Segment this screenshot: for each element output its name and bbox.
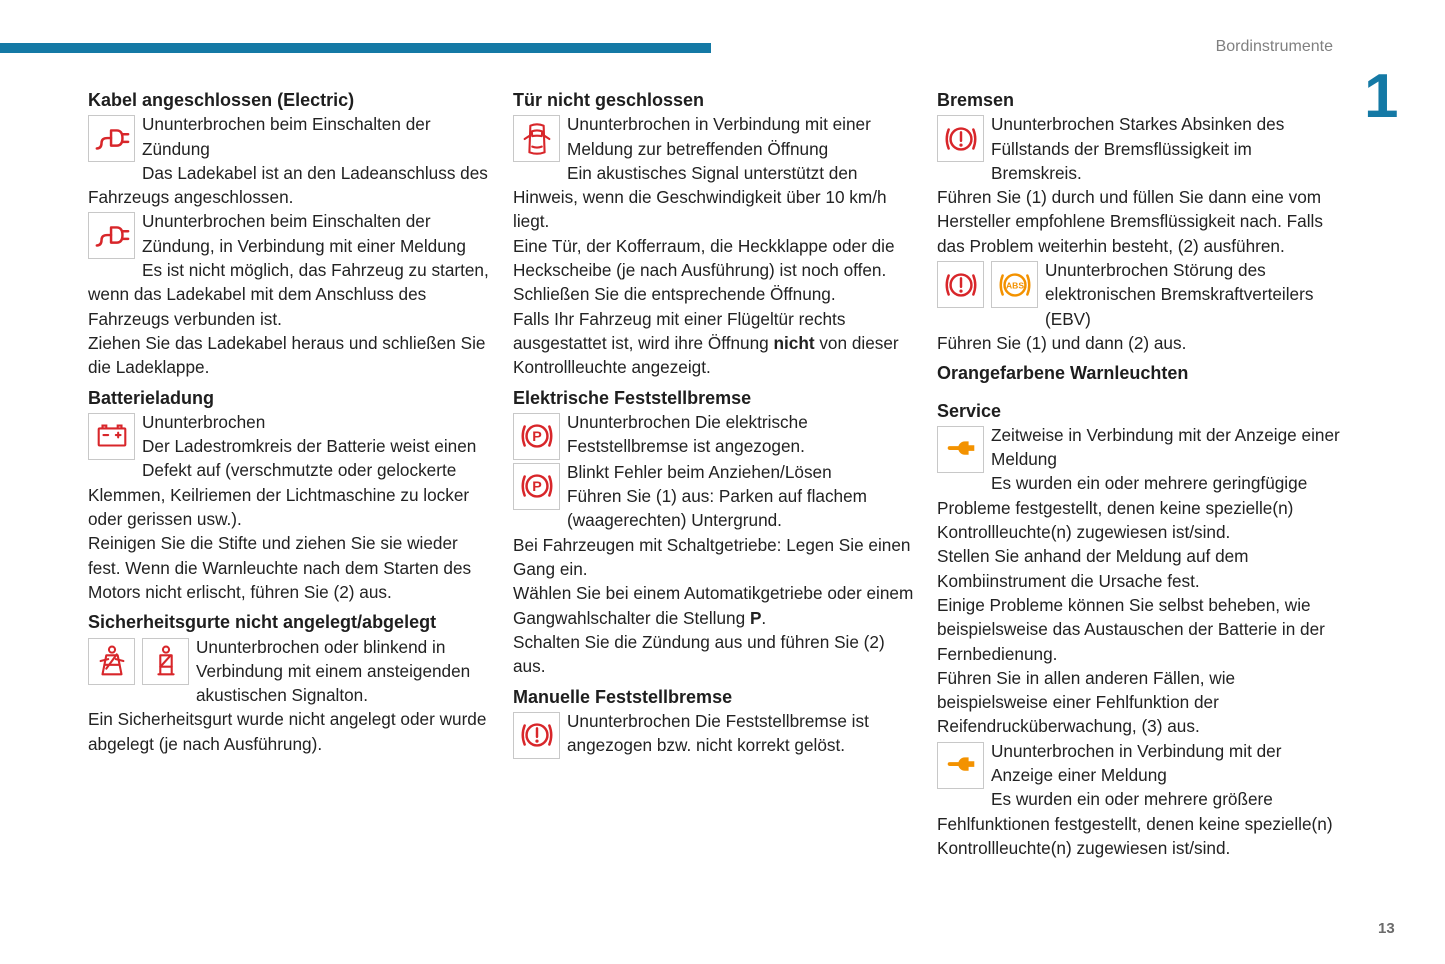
cable-entry-1 (88, 112, 493, 209)
brakes-entry-1 (937, 112, 1342, 258)
column-3 (937, 88, 1342, 860)
service-desc2: Stellen Sie anhand der Meldung auf dem Kombiinstrument die Ursache fest. (937, 546, 1249, 591)
belt-title: Sicherheitsgurte nicht angelegt/abgelegt (88, 612, 437, 633)
epb-desc2: Bei Fahrzeugen mit Schaltgetriebe: Legen Sie einen Gang ein. (513, 534, 911, 580)
belt-desc: Ein Sicherheitsgurt wurde nicht angelegt oder wurde abgelegt (je nach Ausführung). (88, 709, 487, 754)
battery-icon (88, 413, 135, 460)
charging-cable-icon (88, 212, 135, 259)
chapter-number: 1 (1364, 62, 1399, 131)
door-desc3: Schließen Sie die entsprechende Öffnung. (513, 284, 836, 305)
brakes-desc2: Führen Sie (1) und dann (2) aus. (937, 332, 1187, 353)
service-desc3: Einige Probleme können Sie selbst beheben, wie beispielsweise das Austauschen der Batterie in der Fernbedienung. (937, 594, 1325, 664)
battery-desc1: Der Ladestromkreis der Batterie weist einen Defekt auf (verschmutzte oder gelockerte Klemmen, Keilriemen der Lichtmaschine zu locker oder gerissen usw.). (88, 436, 477, 530)
column-2 (513, 88, 918, 759)
abs-icon (991, 261, 1038, 308)
wrench-icon (937, 742, 984, 789)
column-1 (88, 88, 493, 756)
cable-entry2-desc1: Es ist nicht möglich, das Fahrzeug zu starten, wenn das Ladekabel mit dem Anschluss des Fahrzeugs verbunden ist. (88, 260, 489, 329)
page-number: 13 (1378, 920, 1395, 937)
svg-text:P: P (531, 429, 542, 446)
door-open-car-icon (513, 115, 560, 162)
manual-brake-title: Manuelle Feststellbremse (513, 686, 733, 707)
svg-text:ABS: ABS (1005, 279, 1024, 290)
header-accent-bar (0, 43, 711, 53)
epb-desc1: Führen Sie (1) aus: Parken auf flachem (waagerechten) Untergrund. (567, 486, 867, 531)
svg-text:P: P (531, 479, 542, 496)
epb-desc3: Wählen Sie bei einem Automatikgetriebe oder einem Gangwahlschalter die Stellung P. (513, 583, 914, 628)
brake-warning-icon (937, 261, 984, 308)
seatbelt-rear-icon (142, 638, 189, 685)
battery-desc2: Reinigen Sie die Stifte und ziehen Sie sie wieder fest. Wenn die Warnleuchte nach dem Starten des Motors nicht erlischt, führen Sie (2) aus. (88, 533, 472, 602)
epb-text2: Blinkt Fehler beim Anziehen/Lösen (567, 461, 832, 482)
belt-entry (88, 635, 493, 756)
service-desc4: Führen Sie in allen anderen Fällen, wie beispielsweise einer Fehlfunktion der Reifendrucküberwachung, (3) aus. (937, 667, 1236, 737)
service-title: Service (937, 400, 1002, 421)
epb-text1: Ununterbrochen Die elektrische Feststellbremse ist angezogen. (567, 411, 808, 457)
brake-warning-icon (937, 115, 984, 162)
belt-text: Ununterbrochen oder blinkend in Verbindung mit einem ansteigenden akustischen Signalton. (196, 636, 471, 706)
cable-entry2-text: Ununterbrochen beim Einschalten der Zündung, in Verbindung mit einer Meldung (142, 211, 466, 256)
brakes-desc1: Führen Sie (1) durch und füllen Sie dann eine vom Hersteller empfohlene Bremsflüssigkeit nach. Falls das Problem weiterhin besteht, (2) ausführen. (937, 187, 1323, 256)
manual-brake-entry (513, 709, 918, 759)
seatbelt-icon (88, 638, 135, 685)
service-entry-1 (937, 423, 1342, 739)
service-text2: Ununterbrochen in Verbindung mit der Anzeige einer Meldung (991, 740, 1282, 786)
cable-entry1-desc: Das Ladekabel ist an den Ladeanschluss des Fahrzeugs angeschlossen. (88, 162, 488, 208)
parking-brake-icon (513, 463, 560, 510)
wrench-icon (937, 426, 984, 473)
service-text1: Zeitweise in Verbindung mit der Anzeige einer Meldung (991, 424, 1340, 470)
manual-brake-text: Ununterbrochen Die Feststellbremse ist angezogen bzw. nicht korrekt gelöst. (567, 710, 869, 756)
battery-text: Ununterbrochen (142, 411, 266, 432)
door-desc1: Ein akustisches Signal unterstützt den Hinweis, wenn die Geschwindigkeit über 10 km/h liegt. (513, 162, 887, 232)
door-text: Ununterbrochen in Verbindung mit einer Meldung zur betreffenden Öffnung (567, 114, 871, 159)
orange-warning-title: Orangefarbene Warnleuchten (937, 363, 1189, 384)
battery-entry (88, 410, 493, 604)
cable-title: Kabel angeschlossen (Electric) (88, 90, 355, 110)
epb-entry-2 (513, 460, 918, 679)
door-title: Tür nicht geschlossen (513, 90, 705, 110)
section-title: Bordinstrumente (1215, 38, 1333, 55)
door-desc4: Falls Ihr Fahrzeug mit einer Flügeltür rechts ausgestattet ist, wird ihre Öffnung nicht von dieser Kontrollleuchte angezeigt. (513, 308, 899, 378)
battery-title: Batterieladung (88, 387, 215, 408)
charging-cable-icon (88, 115, 135, 162)
parking-brake-icon (513, 413, 560, 460)
door-desc2: Eine Tür, der Kofferraum, die Heckklappe oder die Heckscheibe (je nach Ausführung) ist noch offen. (513, 235, 895, 281)
epb-desc4: Schalten Sie die Zündung aus und führen Sie (2) aus. (513, 631, 885, 677)
brake-warning-icon (513, 712, 560, 759)
brakes-entry-2 (937, 258, 1342, 355)
brakes-text1: Ununterbrochen Starkes Absinken des Füllstands der Bremsflüssigkeit im Bremskreis. (991, 114, 1285, 183)
cable-entry-2 (88, 209, 493, 379)
brakes-text2: Ununterbrochen Störung des elektronischen Bremskraftverteilers (EBV) (1045, 260, 1314, 329)
brakes-title: Bremsen (937, 90, 1015, 110)
cable-entry1-text: Ununterbrochen beim Einschalten der Zündung (142, 114, 431, 159)
cable-entry2-desc2: Ziehen Sie das Ladekabel heraus und schließen Sie die Ladeklappe. (88, 332, 486, 378)
service-entry-2 (937, 739, 1342, 860)
service-desc5: Es wurden ein oder mehrere größere Fehlfunktionen festgestellt, denen keine spezielle(n) Kontrollleuchte(n) zugewiesen ist/sind. (937, 789, 1333, 858)
door-entry (513, 112, 918, 379)
epb-entry-1 (513, 410, 918, 460)
epb-title: Elektrische Feststellbremse (513, 387, 752, 408)
service-desc1: Es wurden ein oder mehrere geringfügige Probleme festgestellt, denen keine spezielle(n) Kontrollleuchte(n) zugewiesen ist/sind. (937, 473, 1308, 543)
